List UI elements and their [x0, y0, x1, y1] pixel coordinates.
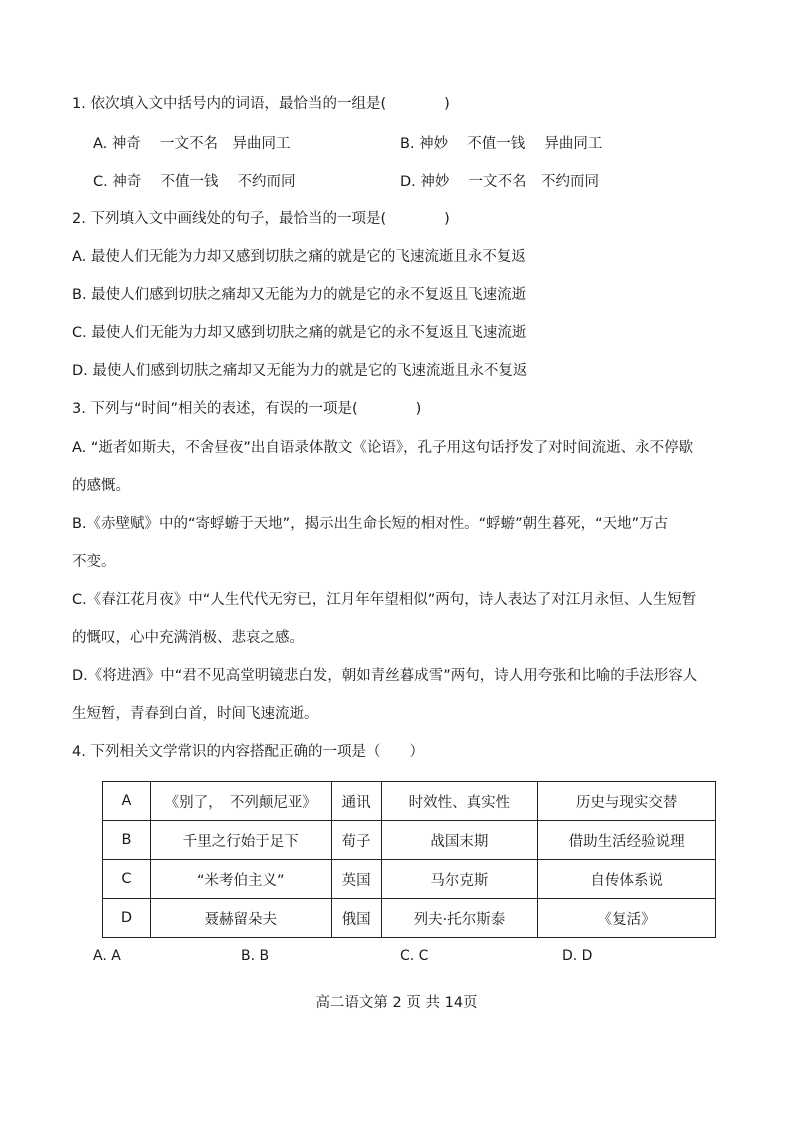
q3-option-b-line2: 不变。	[72, 554, 116, 570]
table-row	[103, 782, 716, 821]
page-footer: 高二语文第 2 页 共 14页	[315, 995, 478, 1011]
q1-option-b	[400, 134, 602, 154]
q3-option-d-line2: 生短暂，青春到白首，时间飞速流逝。	[72, 706, 319, 722]
q2-option-d: D. 最使人们感到切肤之痛却又无能为力的就是它的飞速流逝且永不复返	[72, 363, 528, 379]
q2-option-a: A. 最使人们无能为力却又感到切肤之痛的就是它的飞速流逝且永不复返	[72, 249, 526, 265]
table-cell-work: “米考伯主义”	[150, 860, 331, 899]
q1-option-d-label: D. 神妙	[400, 174, 450, 190]
table-cell-feature: 《复活》	[538, 899, 716, 938]
table-cell-label: D	[103, 899, 151, 938]
table-row	[103, 821, 716, 860]
q1-option-a	[93, 134, 291, 154]
table-cell-category: 荀子	[331, 821, 381, 860]
q4-answer-a: A. A	[93, 948, 121, 964]
q4-stem: 4. 下列相关文学常识的内容搭配正确的一项是（ ）	[72, 744, 424, 760]
q1-option-a-label: A. 神奇	[93, 136, 141, 152]
table-cell-label: C	[103, 860, 151, 899]
q4-answer-d: D. D	[562, 948, 593, 964]
table-row	[103, 860, 716, 899]
table-cell-work: 《别了， 不列颠尼亚》	[150, 782, 331, 821]
literature-table	[102, 781, 716, 938]
q2-stem: 2. 下列填入文中画线处的句子，最恰当的一项是( )	[72, 211, 450, 227]
table-cell-category: 英国	[331, 860, 381, 899]
q2-option-c: C. 最使人们无能为力却又感到切肤之痛的就是它的永不复返且飞速流逝	[72, 325, 527, 341]
q4-answer-c: C. C	[400, 948, 429, 964]
table-cell-detail: 列夫·托尔斯泰	[381, 899, 538, 938]
table-cell-category: 通讯	[331, 782, 381, 821]
q3-option-c-line1: C.《春江花月夜》中“人生代代无穷已，江月年年望相似”两句，诗人表达了对江月永恒、人生短暂	[72, 592, 697, 608]
table-cell-label: B	[103, 821, 151, 860]
table-cell-feature: 借助生活经验说理	[538, 821, 716, 860]
q3-stem: 3. 下列与“时间”相关的表述，有误的一项是( )	[72, 401, 422, 417]
table-cell-detail: 时效性、真实性	[381, 782, 538, 821]
q1-option-c-label: C. 神奇	[93, 174, 142, 190]
q1-option-d-text: 一文不名 不约而同	[468, 174, 599, 190]
q3-option-a-line2: 的感慨。	[72, 478, 130, 494]
table-cell-detail: 马尔克斯	[381, 860, 538, 899]
q4-answer-b: B. B	[241, 948, 270, 964]
q3-option-d-line1: D.《将进酒》中“君不见高堂明镜悲白发，朝如青丝暮成雪”两句，诗人用夸张和比喻的手法形容人	[72, 668, 698, 684]
table-cell-detail: 战国末期	[381, 821, 538, 860]
q1-option-c	[93, 172, 296, 192]
q3-option-c-line2: 的慨叹，心中充满消极、悲哀之感。	[72, 630, 304, 646]
table-cell-work: 千里之行始于足下	[150, 821, 331, 860]
table-cell-work: 聂赫留朵夫	[150, 899, 331, 938]
table-cell-label: A	[103, 782, 151, 821]
q1-option-a-text: 一文不名 异曲同工	[160, 136, 291, 152]
q2-option-b: B. 最使人们感到切肤之痛却又无能为力的就是它的永不复返且飞速流逝	[72, 287, 527, 303]
table-cell-feature: 自传体系说	[538, 860, 716, 899]
q1-option-b-label: B. 神妙	[400, 136, 449, 152]
table-cell-feature: 历史与现实交替	[538, 782, 716, 821]
q1-option-d	[400, 172, 599, 192]
q1-stem: 1. 依次填入文中括号内的词语，最恰当的一组是( )	[72, 96, 450, 112]
table-cell-category: 俄国	[331, 899, 381, 938]
q1-option-c-text: 不值一钱 不约而同	[160, 174, 296, 190]
q1-option-b-text: 不值一钱 异曲同工	[467, 136, 603, 152]
table-row	[103, 899, 716, 938]
q3-option-b-line1: B.《赤壁赋》中的“寄蜉蝣于天地”，揭示出生命长短的相对性。“蜉蝣”朝生暮死，“天地”万古	[72, 516, 669, 532]
q3-option-a-line1: A. “逝者如斯夫，不舍昼夜”出自语录体散文《论语》，孔子用这句话抒发了对时间流逝、永不停歇	[72, 440, 694, 456]
